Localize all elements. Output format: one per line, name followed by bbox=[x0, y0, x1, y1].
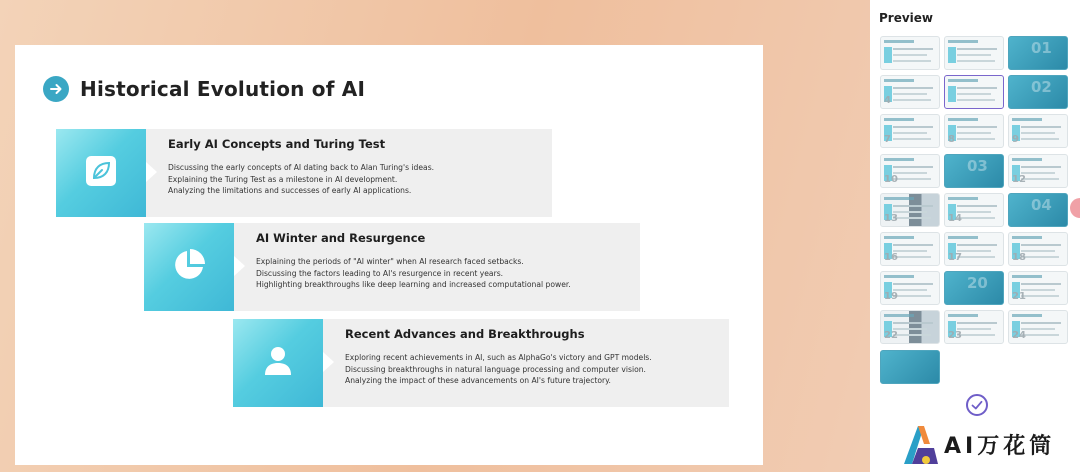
thumbnail-decoration bbox=[893, 295, 931, 297]
thumbnail-decoration bbox=[893, 138, 931, 140]
thumbnail-decoration bbox=[1012, 158, 1042, 161]
thumbnail-decoration bbox=[884, 40, 914, 43]
thumbnail-decoration bbox=[884, 47, 892, 63]
card-description bbox=[168, 162, 434, 197]
thumbnail-decoration bbox=[948, 314, 978, 317]
thumbnail-decoration bbox=[1021, 178, 1059, 180]
thumbnail-decoration bbox=[1021, 322, 1061, 324]
thumbnail-number: 7 bbox=[884, 134, 891, 146]
card-body bbox=[323, 319, 729, 407]
thumbnail-decoration bbox=[1012, 118, 1042, 121]
thumbnail-decoration bbox=[893, 283, 933, 285]
thumbnail-decoration bbox=[957, 126, 997, 128]
thumbnail-number: 17 bbox=[948, 252, 962, 263]
card-line: Highlighting breakthroughs like deep learning and increased computational power. bbox=[256, 280, 571, 289]
card-title: Early AI Concepts and Turing Test bbox=[168, 137, 386, 151]
thumbnail-decoration bbox=[957, 93, 991, 95]
thumbnail-decoration bbox=[893, 211, 927, 213]
card-notch bbox=[234, 256, 245, 276]
slide-thumbnail[interactable] bbox=[1008, 271, 1068, 305]
thumbnail-decoration bbox=[1021, 126, 1061, 128]
thumbnail-decoration bbox=[1021, 166, 1061, 168]
slide-thumbnail[interactable] bbox=[1008, 193, 1068, 227]
thumbnail-decoration bbox=[948, 86, 956, 102]
thumbnail-decoration bbox=[1021, 138, 1059, 140]
leaf-icon bbox=[84, 154, 118, 192]
thumbnail-decoration bbox=[893, 166, 933, 168]
thumbnail-decoration bbox=[948, 236, 978, 239]
thumbnail-decoration bbox=[893, 334, 931, 336]
card-tile bbox=[144, 223, 234, 311]
thumbnail-decoration bbox=[1021, 289, 1055, 291]
thumbnail-decoration bbox=[957, 138, 995, 140]
card-line: Discussing the factors leading to AI's resurgence in recent years. bbox=[256, 268, 504, 278]
thumbnail-decoration bbox=[884, 236, 914, 239]
slide-thumbnail[interactable] bbox=[880, 193, 940, 227]
thumbnail-decoration bbox=[893, 48, 933, 50]
thumbnail-decoration bbox=[893, 250, 927, 252]
card-recent-advances[interactable] bbox=[233, 319, 729, 407]
slide-thumbnail[interactable] bbox=[944, 193, 1004, 227]
thumbnail-decoration bbox=[893, 87, 933, 89]
slide-thumbnail[interactable] bbox=[944, 232, 1004, 266]
thumbnail-decoration bbox=[1021, 328, 1055, 330]
slide-thumbnail[interactable] bbox=[944, 310, 1004, 344]
card-notch bbox=[146, 162, 157, 182]
card-description bbox=[345, 352, 652, 387]
thumbnail-decoration bbox=[957, 205, 997, 207]
thumbnail-number: 16 bbox=[884, 252, 898, 263]
thumbnail-decoration bbox=[893, 54, 927, 56]
thumbnail-decoration bbox=[957, 217, 995, 219]
card-tile bbox=[56, 129, 146, 217]
thumbnail-decoration bbox=[1021, 283, 1061, 285]
thumbnail-decoration bbox=[957, 99, 995, 101]
thumbnail-decoration bbox=[1021, 334, 1059, 336]
thumbnail-decoration bbox=[893, 132, 927, 134]
thumbnail-decoration bbox=[893, 60, 931, 62]
slide-thumbnail[interactable] bbox=[944, 154, 1004, 188]
card-ai-winter[interactable] bbox=[144, 223, 640, 311]
card-line: Explaining the periods of "AI winter" when AI research faced setbacks. bbox=[256, 257, 524, 266]
card-line: Discussing breakthroughs in natural language processing and computer vision. bbox=[345, 364, 646, 374]
thumbnail-decoration bbox=[1021, 172, 1055, 174]
thumbnail-decoration bbox=[893, 178, 931, 180]
thumbnail-decoration bbox=[957, 256, 995, 258]
slide-thumbnail[interactable] bbox=[880, 310, 940, 344]
slide-thumbnail[interactable] bbox=[1008, 36, 1068, 70]
card-line: Analyzing the impact of these advancements on AI's future trajectory. bbox=[345, 376, 611, 385]
thumbnail-decoration bbox=[957, 132, 991, 134]
arrow-right-icon bbox=[43, 76, 69, 102]
card-title: Recent Advances and Breakthroughs bbox=[345, 327, 585, 341]
thumbnail-decoration bbox=[1021, 295, 1059, 297]
thumbnail-number: 19 bbox=[884, 291, 898, 303]
thumbnail-decoration bbox=[893, 99, 931, 101]
thumbnail-decoration bbox=[1012, 275, 1042, 278]
thumbnail-number: 04 bbox=[1031, 195, 1052, 214]
thumbnail-decoration bbox=[893, 328, 927, 330]
thumbnail-decoration bbox=[884, 158, 914, 161]
slide-thumbnail[interactable] bbox=[880, 75, 940, 109]
card-notch bbox=[323, 352, 334, 372]
thumbnail-decoration bbox=[884, 118, 914, 121]
thumbnail-decoration bbox=[957, 211, 991, 213]
logo-text: AI万花筒 bbox=[944, 433, 1056, 459]
check-circle-icon[interactable] bbox=[966, 394, 988, 416]
thumbnail-number: 23 bbox=[948, 330, 962, 342]
thumbnail-number: 14 bbox=[948, 212, 962, 224]
thumbnail-number: 21 bbox=[1012, 291, 1026, 303]
slide-title: Historical Evolution of AI bbox=[80, 77, 366, 101]
thumbnail-number: 02 bbox=[1031, 78, 1052, 97]
slide-thumbnail[interactable] bbox=[944, 75, 1004, 109]
thumbnail-decoration bbox=[957, 87, 997, 89]
slide-thumbnail[interactable] bbox=[1008, 154, 1068, 188]
thumbnail-decoration bbox=[884, 314, 914, 317]
card-early-ai[interactable] bbox=[56, 129, 552, 217]
thumbnail-decoration bbox=[1021, 244, 1061, 246]
thumbnail-number: 20 bbox=[967, 274, 988, 293]
slide-canvas bbox=[15, 45, 763, 465]
slide-thumbnail[interactable] bbox=[880, 271, 940, 305]
thumbnail-decoration bbox=[893, 205, 933, 207]
thumbnail-decoration bbox=[948, 197, 978, 200]
pie-chart-icon bbox=[171, 247, 207, 287]
thumbnail-decoration bbox=[957, 250, 991, 252]
title-row bbox=[43, 76, 365, 102]
person-icon bbox=[260, 343, 296, 383]
thumbnail-number: 18 bbox=[1012, 252, 1026, 263]
card-line: Discussing the early concepts of AI dating back to Alan Turing's ideas. bbox=[168, 163, 435, 172]
thumbnail-number: 12 bbox=[1012, 173, 1026, 185]
slide-thumbnail[interactable] bbox=[880, 350, 940, 384]
slide-thumbnail[interactable] bbox=[1008, 75, 1068, 109]
card-line: Exploring recent achievements in AI, such as AlphaGo's victory and GPT models. bbox=[345, 353, 652, 362]
thumbnail-decoration bbox=[1021, 250, 1055, 252]
thumbnail-decoration bbox=[893, 93, 927, 95]
thumbnail-decoration bbox=[1012, 236, 1042, 239]
card-line: Analyzing the limitations and successes of early AI applications. bbox=[168, 186, 412, 195]
thumbnail-decoration bbox=[893, 289, 927, 291]
thumbnail-decoration bbox=[957, 60, 995, 62]
slide-thumbnail[interactable] bbox=[1008, 310, 1068, 344]
thumbnail-decoration bbox=[1012, 314, 1042, 317]
thumbnail-number: 9 bbox=[1012, 134, 1019, 146]
slide-thumbnail[interactable] bbox=[880, 154, 940, 188]
card-tile bbox=[233, 319, 323, 407]
card-body bbox=[234, 223, 640, 311]
slide-thumbnail[interactable] bbox=[880, 114, 940, 148]
preview-panel bbox=[870, 0, 1080, 472]
thumbnail-decoration bbox=[893, 126, 933, 128]
thumbnail-decoration bbox=[884, 79, 914, 82]
thumbnail-decoration bbox=[957, 48, 997, 50]
slide-thumbnail[interactable] bbox=[880, 36, 940, 70]
thumbnail-number: 22 bbox=[884, 330, 898, 342]
thumbnail-decoration bbox=[884, 275, 914, 278]
thumbnail-decoration bbox=[957, 244, 997, 246]
thumbnail-number: 4 bbox=[884, 95, 891, 107]
card-body bbox=[146, 129, 552, 217]
thumbnail-decoration bbox=[1021, 256, 1059, 258]
logo-mark-icon bbox=[900, 420, 942, 468]
thumbnail-decoration bbox=[893, 256, 931, 258]
thumbnail-decoration bbox=[893, 217, 931, 219]
slide-thumbnail[interactable] bbox=[944, 36, 1004, 70]
thumbnail-decoration bbox=[893, 322, 933, 324]
thumbnail-number: 13 bbox=[884, 212, 898, 224]
slide-thumbnail[interactable] bbox=[944, 114, 1004, 148]
slide-thumbnail[interactable] bbox=[880, 232, 940, 266]
thumbnail-decoration bbox=[957, 334, 995, 336]
card-title: AI Winter and Resurgence bbox=[256, 231, 426, 245]
thumbnail-number: 03 bbox=[967, 156, 988, 175]
thumbnail-decoration bbox=[957, 322, 997, 324]
card-description bbox=[256, 256, 571, 291]
slide-thumbnail[interactable] bbox=[1008, 232, 1068, 266]
thumbnail-decoration bbox=[948, 40, 978, 43]
card-line: Explaining the Turing Test as a milestone in AI development. bbox=[168, 174, 398, 184]
thumbnail-decoration bbox=[948, 118, 978, 121]
thumbnail-number: 01 bbox=[1031, 39, 1052, 57]
brand-logo bbox=[900, 420, 1080, 468]
thumbnail-decoration bbox=[1021, 132, 1055, 134]
thumbnail-decoration bbox=[893, 172, 927, 174]
thumbnail-number: 24 bbox=[1012, 330, 1026, 342]
slide-thumbnail[interactable] bbox=[1008, 114, 1068, 148]
thumbnail-decoration bbox=[884, 197, 914, 200]
thumbnail-decoration bbox=[957, 54, 991, 56]
thumbnail-decoration bbox=[948, 47, 956, 63]
thumbnail-decoration bbox=[957, 328, 991, 330]
preview-title: Preview bbox=[879, 11, 934, 25]
thumbnail-number: 8 bbox=[948, 134, 955, 146]
thumbnail-number: 10 bbox=[884, 173, 898, 185]
thumbnail-decoration bbox=[948, 79, 978, 82]
thumbnail-decoration bbox=[893, 244, 933, 246]
slide-thumbnail[interactable] bbox=[944, 271, 1004, 305]
